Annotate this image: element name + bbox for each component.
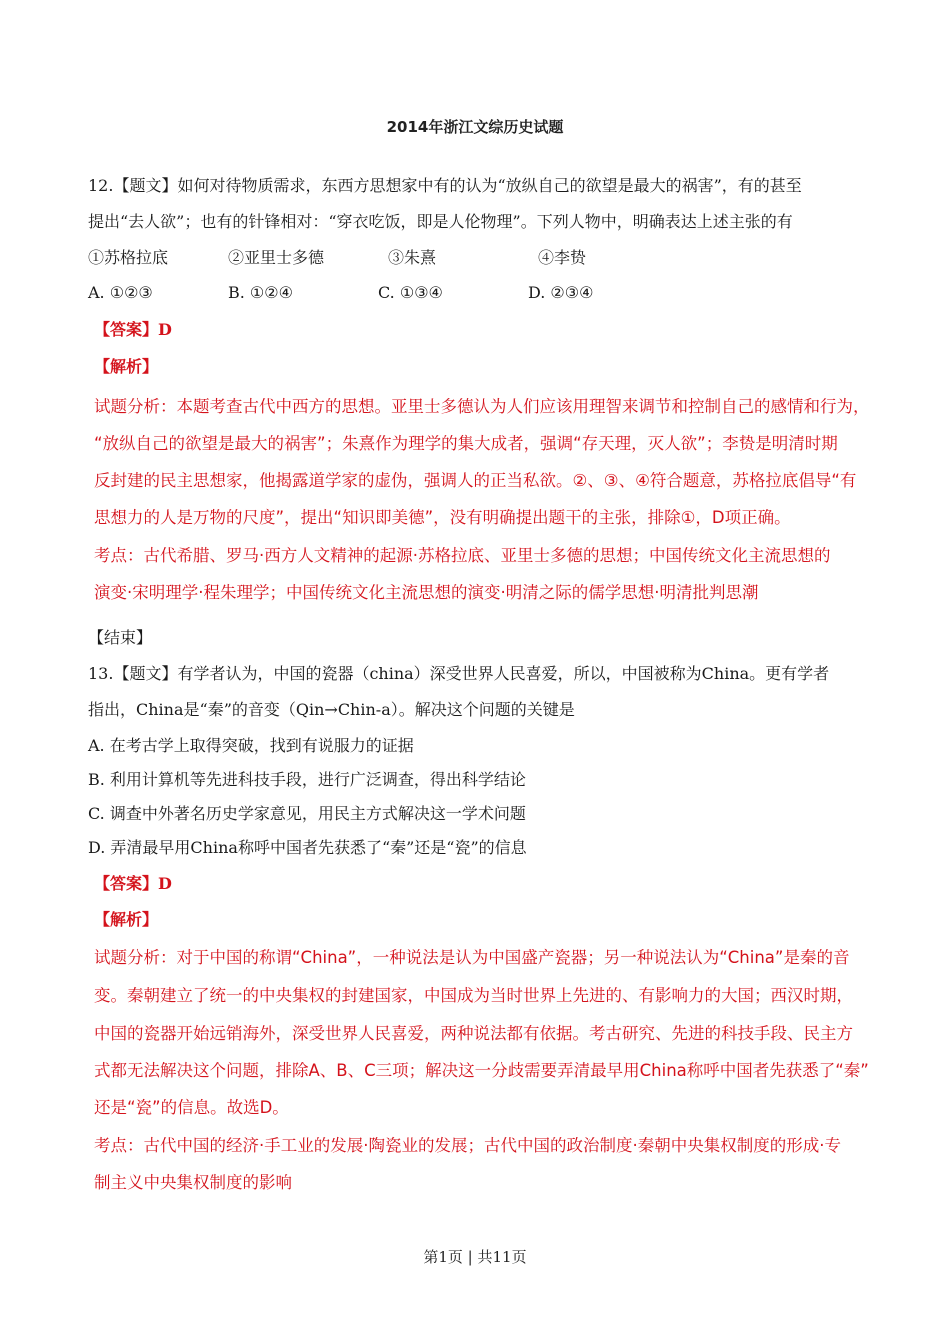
q13-analysis-line: 中国的瓷器开始远销海外，深受世界人民喜爱，两种说法都有依据。考古研究、先进的科技手段、民主方: [94, 1024, 853, 1043]
q12-option: B. ①②④: [228, 283, 293, 302]
q13-option: C. 调查中外著名历史学家意见，用民主方式解决这一学术问题: [88, 804, 526, 823]
q12-option: D. ②③④: [528, 283, 594, 302]
q13-option: B. 利用计算机等先进科技手段，进行广泛调查，得出科学结论: [88, 770, 526, 789]
q12-analysis-label: 【解析】: [94, 357, 159, 376]
q12-knowledge-point: 演变·宋明理学·程朱理学；中国传统文化主流思想的演变·明清之际的儒学思想·明清批判思潮: [94, 583, 759, 602]
page-title: 2014年浙江文综历史试题: [386, 118, 564, 136]
q12-item: ③朱熹: [388, 248, 437, 267]
q12-analysis-line: 思想力的人是万物的尺度”，提出“知识即美德”，没有明确提出题干的主张，排除①，D项正确。: [94, 508, 791, 527]
q12-stem-line1: 12.【题文】如何对待物质需求，东西方思想家中有的认为“放纵自己的欲望是最大的祸害”，有的甚至: [88, 176, 802, 195]
q12-option: A. ①②③: [88, 283, 153, 302]
q13-stem-line2: 指出，China是“秦”的音变（Qin→Chin-a）。解决这个问题的关键是: [88, 700, 575, 719]
q12-end-marker: 【结束】: [88, 628, 153, 647]
q12-option: C. ①③④: [378, 283, 443, 302]
q12-item: ②亚里士多德: [228, 248, 325, 267]
q13-analysis-line: 试题分析：对于中国的称谓“China”，一种说法是认为中国盛产瓷器；另一种说法认为“China”是秦的音: [94, 948, 850, 967]
q13-analysis-line: 还是“瓷”的信息。故选D。: [94, 1098, 289, 1117]
q13-stem-line1: 13.【题文】有学者认为，中国的瓷器（china）深受世界人民喜爱，所以，中国被称为China。更有学者: [88, 664, 830, 683]
q13-option: D. 弄清最早用China称呼中国者先获悉了“秦”还是“瓷”的信息: [88, 838, 527, 857]
q13-knowledge-point: 考点：古代中国的经济·手工业的发展·陶瓷业的发展；古代中国的政治制度·秦朝中央集权制度的形成·专: [94, 1136, 841, 1155]
q12-analysis-line: “放纵自己的欲望是最大的祸害”；朱熹作为理学的集大成者，强调“存天理，灭人欲”；李贽是明清时期: [94, 434, 838, 453]
q13-analysis-line: 式都无法解决这个问题，排除A、B、C三项；解决这一分歧需要弄清最早用China称呼中国者先获悉了“秦”: [94, 1061, 869, 1080]
q13-knowledge-point: 制主义中央集权制度的影响: [94, 1173, 292, 1192]
q12-analysis-line: 试题分析：本题考查古代中西方的思想。亚里士多德认为人们应该用理智来调节和控制自己的感情和行为，: [94, 397, 870, 416]
q12-item: ④李贽: [538, 248, 587, 267]
q13-answer: 【答案】D: [94, 874, 172, 893]
q13-option: A. 在考古学上取得突破，找到有说服力的证据: [88, 736, 414, 755]
q13-analysis-label: 【解析】: [94, 910, 159, 929]
q12-knowledge-point: 考点：古代希腊、罗马·西方人文精神的起源·苏格拉底、亚里士多德的思想；中国传统文化主流思想的: [94, 546, 831, 565]
page-footer: 第1页 | 共11页: [423, 1248, 527, 1266]
q12-answer: 【答案】D: [94, 320, 172, 339]
q13-analysis-line: 变。秦朝建立了统一的中央集权的封建国家，中国成为当时世界上先进的、有影响力的大国；西汉时期，: [94, 986, 853, 1005]
q12-stem-line2: 提出“去人欲”；也有的针锋相对：“穿衣吃饭，即是人伦物理”。下列人物中，明确表达上述主张的有: [88, 212, 793, 231]
q12-item: ①苏格拉底: [88, 248, 169, 267]
q12-analysis-line: 反封建的民主思想家，他揭露道学家的虚伪，强调人的正当私欲。②、③、④符合题意，苏格拉底倡导“有: [94, 471, 857, 490]
